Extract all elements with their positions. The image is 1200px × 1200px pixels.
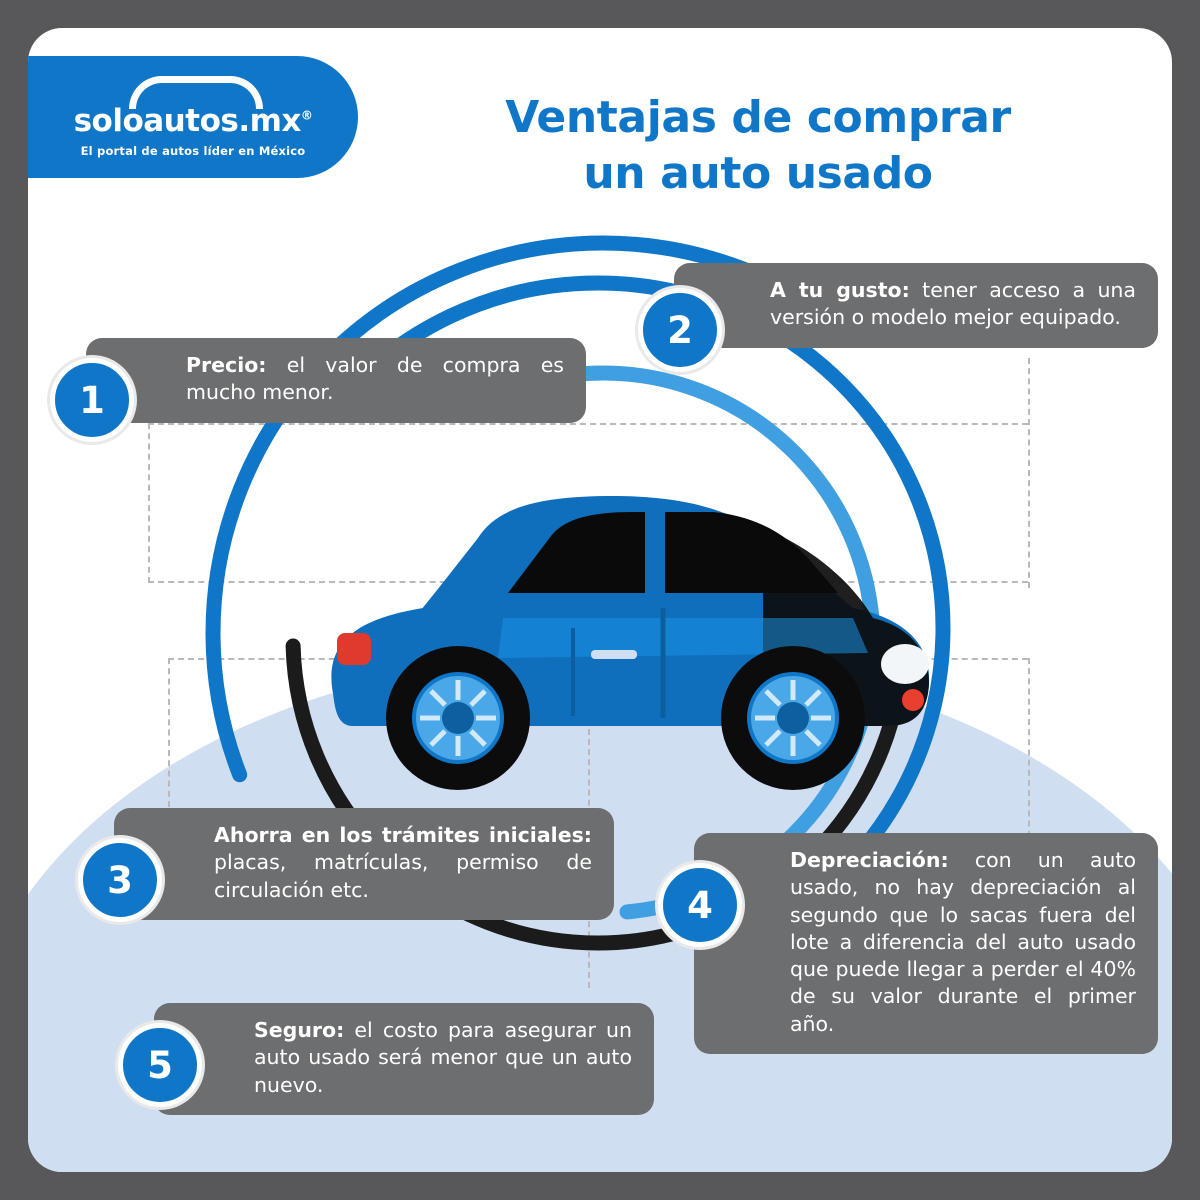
callout-5-title: Seguro:	[254, 1018, 345, 1042]
registered-mark: ®	[300, 108, 313, 123]
callout-2-bubble	[674, 263, 1158, 348]
blue-hatchback-car-icon	[293, 468, 953, 808]
callout-2-title: A tu gusto:	[770, 278, 910, 302]
callout-2-text: tener acceso a una versión o modelo mejor equipado.	[770, 278, 1136, 330]
callout-4-bubble	[694, 833, 1158, 1054]
callout-3-number: 3	[78, 838, 162, 922]
brand-tagline: El portal de autos líder en México	[80, 144, 306, 158]
callout-1-number: 1	[50, 358, 134, 442]
brand-name	[73, 103, 313, 139]
callout-4	[658, 833, 1158, 1054]
callout-1-title: Precio:	[186, 353, 267, 377]
callout-5-text: el costo para asegurar un auto usado será menor que un auto nuevo.	[254, 1018, 632, 1097]
callout-4-title: Depreciación:	[790, 848, 949, 872]
callout-4-number: 4	[658, 863, 742, 947]
callout-5	[118, 1003, 678, 1115]
callout-4-text: con un auto usado, no hay depreciación al segundo que lo sacas fuera del lote a diferencia del auto usado que puede llegar a perder el 40% de su valor durante el primer año.	[790, 848, 1136, 1036]
page-title-line1: Ventajas de comprar	[505, 92, 1011, 143]
callout-3	[78, 808, 638, 920]
callout-2-number: 2	[638, 288, 722, 372]
brand-logo[interactable]	[28, 56, 358, 178]
callout-5-number: 5	[118, 1023, 202, 1107]
callout-3-text: placas, matrículas, permiso de circulación etc.	[214, 850, 592, 902]
callout-1-text: el valor de compra es mucho menor.	[186, 353, 564, 405]
callout-5-bubble	[154, 1003, 654, 1115]
brand-name-text: soloautos.mx	[73, 103, 301, 139]
infographic-card	[28, 28, 1172, 1172]
callout-3-title: Ahorra en los trámites iniciales:	[214, 823, 592, 847]
page-title	[388, 90, 1128, 203]
callout-1-bubble	[86, 338, 586, 423]
page-title-line2: un auto usado	[583, 148, 933, 200]
callout-3-bubble	[114, 808, 614, 920]
callout-1	[50, 338, 590, 423]
callout-2	[638, 263, 1158, 352]
